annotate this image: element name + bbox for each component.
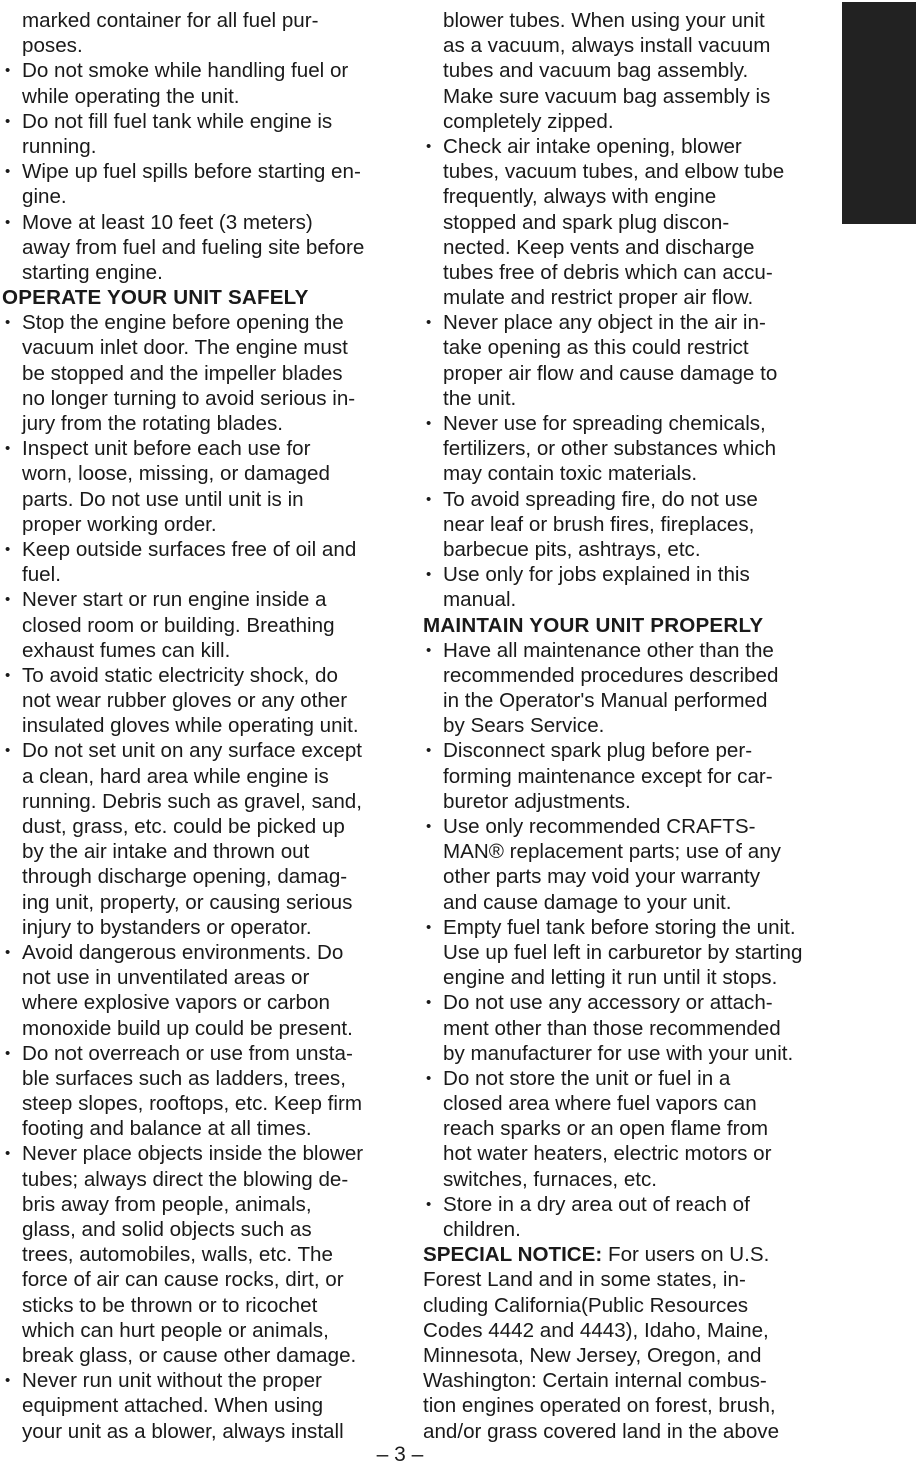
bullet-line: • Never place any object in the air in- [423,310,827,335]
text-line: closed area where fuel vapors can [443,1092,757,1116]
bullet-line: • Do not smoke while handling fuel or [2,58,402,83]
text-line: other parts may void your warranty [443,865,761,889]
text-line: bris away from people, animals, [22,1192,312,1216]
text-line: dust, grass, etc. could be picked up [22,815,345,838]
text-line: recommended procedures described [443,663,779,687]
text-line: by manufacturer for use with your unit. [443,1041,794,1065]
text-line: Use up fuel left in carburetor by starting [443,940,803,964]
text-line: children. [443,1218,521,1241]
special-notice-line [423,1242,827,1267]
text-line: by the air intake and thrown out [22,840,310,864]
text-line: steep slopes, rooftops, etc. Keep firm [22,1092,362,1116]
notice-text-line: Washington: Certain internal combus- [423,1369,767,1393]
bullet-line: • Do not fill fuel tank while engine is [2,109,402,134]
bullet-line: • Never run unit without the proper [2,1368,402,1393]
text-line: force of air can cause rocks, dirt, or [22,1268,344,1292]
bullet-line: • Do not set unit on any surface except [2,738,402,763]
text-line: stopped and spark plug discon- [443,210,730,234]
text-line: parts. Do not use until unit is in [22,487,304,511]
text-line: forming maintenance except for car- [443,764,773,788]
notice-text-line: cluding California(Public Resources [423,1293,749,1317]
text-line: fuel. [22,563,61,587]
notice-text-line: Codes 4442 and 4443), Idaho, Maine, [423,1318,769,1342]
text-line: poses. [22,34,83,58]
bullet-line: • Store in a dry area out of reach of [423,1192,827,1217]
text-line: reach sparks or an open flame from [443,1117,769,1141]
text-line: may contain toxic materials. [443,462,698,486]
text-line: a clean, hard area while engine is [22,764,329,788]
text-line: as a vacuum, always install vacuum [443,34,771,58]
text-line: mulate and restrict proper air flow. [443,286,754,310]
notice-text-line: Forest Land and in some states, in- [423,1268,746,1292]
text-line: jury from the rotating blades. [22,412,283,435]
text-line: vacuum inlet door. The engine must [22,336,348,360]
text-line: sticks to be thrown or to ricochet [22,1293,318,1317]
text-line: near leaf or brush fires, fireplaces, [443,512,755,536]
text-line: proper working order. [22,512,217,536]
text-line: tubes free of debris which can accu- [443,260,773,284]
bullet-line: • Empty fuel tank before storing the unit. [423,915,827,940]
text-line: MAN® replacement parts; use of any [443,840,781,864]
text-line: marked container for all fuel pur- [22,9,319,32]
text-line: where explosive vapors or carbon [22,991,330,1015]
text-line: ble surfaces such as ladders, trees, [22,1066,346,1090]
text-line: take opening as this could restrict [443,336,749,360]
notice-text-line: Minnesota, New Jersey, Oregon, and [423,1343,762,1367]
bullet-line: • Check air intake opening, blower [423,134,827,159]
text-line: in the Operator's Manual performed [443,689,768,713]
bullet-line: • Use only recommended CRAFTS- [423,814,827,839]
text-line: fertilizers, or other substances which [443,437,777,461]
text-line: Make sure vacuum bag assembly is [443,84,771,108]
bullet-line: • Stop the engine before opening the [2,310,402,335]
text-line: not use in unventilated areas or [22,966,310,990]
text-line: running. [22,134,97,158]
text-line: tubes; always direct the blowing de- [22,1167,349,1191]
bullet-line: • Disconnect spark plug before per- [423,738,827,763]
page-number: – 3 – [376,1443,424,1466]
right-text-column [423,8,827,1444]
text-line: switches, furnaces, etc. [443,1167,658,1191]
text-line: which can hurt people or animals, [22,1318,329,1342]
text-line: barbecue pits, ashtrays, etc. [443,537,701,561]
text-line: monoxide build up could be present. [22,1016,353,1040]
text-line: tubes, vacuum tubes, and elbow tube [443,160,785,184]
bullet-line: • Inspect unit before each use for [2,436,402,461]
text-line: buretor adjustments. [443,789,631,813]
text-line: no longer turning to avoid serious in- [22,386,356,410]
bullet-line: • Wipe up fuel spills before starting en- [2,159,402,184]
bullet-line: • Never use for spreading chemicals, [423,411,827,436]
text-line: equipment attached. When using [22,1394,324,1418]
text-line: the unit. [443,386,517,410]
text-line: gine. [22,185,67,209]
text-line: glass, and solid objects such as [22,1218,312,1241]
text-line: ing unit, property, or causing serious [22,890,353,914]
bullet-line: • To avoid static electricity shock, do [2,663,402,688]
text-line: running. Debris such as gravel, sand, [22,789,362,813]
text-line: through discharge opening, damag- [22,865,348,889]
text-line: injury to bystanders or operator. [22,915,312,939]
special-notice-label: SPECIAL NOTICE: [423,1243,603,1267]
bullet-line: • Do not overreach or use from unsta- [2,1041,402,1066]
text-line: while operating the unit. [22,84,240,108]
text-line: and cause damage to your unit. [443,890,732,914]
bullet-line: • Move at least 10 feet (3 meters) [2,210,402,235]
text-line: proper air flow and cause damage to [443,361,778,385]
bullet-line: • To avoid spreading fire, do not use [423,487,827,512]
text-line: ment other than those recommended [443,1016,781,1040]
bullet-line: • Never start or run engine inside a [2,587,402,612]
left-text-column [2,8,402,1444]
section-thumb-tab [842,2,916,224]
bullet-line: • Do not store the unit or fuel in a [423,1066,827,1091]
bullet-line: • Have all maintenance other than the [423,638,827,663]
section-heading: OPERATE YOUR UNIT SAFELY [2,286,309,310]
text-line: exhaust fumes can kill. [22,638,231,662]
text-line: nected. Keep vents and discharge [443,235,755,259]
text-line: insulated gloves while operating unit. [22,714,359,738]
text-line: trees, automobiles, walls, etc. The [22,1243,333,1267]
bullet-line: • Avoid dangerous environments. Do [2,940,402,965]
special-notice-text: For users on U.S. [602,1243,770,1267]
text-line: worn, loose, missing, or damaged [22,462,330,486]
text-line: not wear rubber gloves or any other [22,689,348,713]
text-line: completely zipped. [443,109,614,133]
notice-text-line: tion engines operated on forest, brush, [423,1394,776,1418]
text-line: engine and letting it run until it stops. [443,966,778,990]
text-line: starting engine. [22,260,163,284]
text-line: by Sears Service. [443,714,605,738]
bullet-line: • Keep outside surfaces free of oil and [2,537,402,562]
notice-text-line: and/or grass covered land in the above [423,1419,780,1443]
section-heading: MAINTAIN YOUR UNIT PROPERLY [423,613,764,637]
text-line: blower tubes. When using your unit [443,9,765,32]
text-line: away from fuel and fueling site before [22,235,365,259]
text-line: closed room or building. Breathing [22,613,335,637]
text-line: your unit as a blower, always install [22,1419,344,1443]
text-line: break glass, or cause other damage. [22,1343,357,1367]
text-line: be stopped and the impeller blades [22,361,343,385]
text-line: hot water heaters, electric motors or [443,1142,772,1166]
text-line: frequently, always with engine [443,185,717,209]
text-line: tubes and vacuum bag assembly. [443,59,749,83]
bullet-line: • Do not use any accessory or attach- [423,990,827,1015]
text-line: manual. [443,588,517,612]
bullet-line: • Never place objects inside the blower [2,1141,402,1166]
bullet-line: • Use only for jobs explained in this [423,562,827,587]
text-line: footing and balance at all times. [22,1117,312,1141]
